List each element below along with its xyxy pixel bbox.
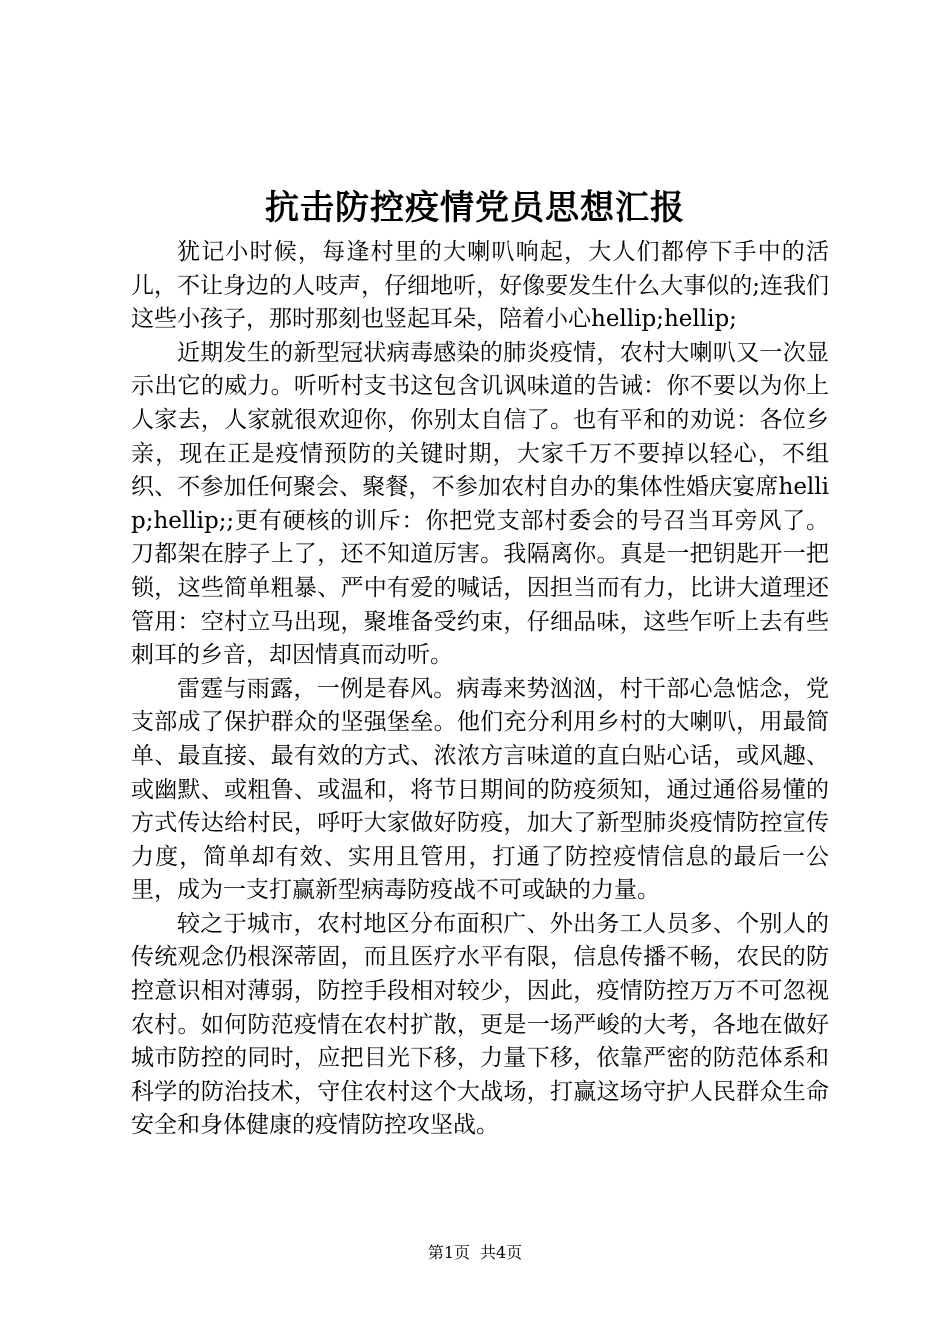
paragraph-1: 犹记小时候，每逢村里的大喇叭响起，大人们都停下手中的活儿，不让身边的人吱声，仔细地听，好像要发生什么大事似的;连我们这些小孩子，那时那刻也竖起耳朵，陪着小心hellip;hellip; — [131, 239, 829, 333]
document-body — [131, 236, 829, 1143]
paragraph-3: 雷霆与雨露，一例是春风。病毒来势汹汹，村干部心急惦念，党支部成了保护群众的坚强堡垒。他们充分利用乡村的大喇叭，用最简单、最直接、最有效的方式、浓浓方言味道的直白贴心话，或风趣、或幽默、或粗鲁、或温和，将节日期间的防疫须知，通过通俗易懂的方式传达给村民，呼吁大家做好防疫，加大了新型肺炎疫情防控宣传力度，简单却有效、实用且管用，打通了防控疫情信息的最后一公里，成为一支打赢新型病毒防疫战不可或缺的力量。 — [131, 675, 829, 904]
paragraph-4: 较之于城市，农村地区分布面积广、外出务工人员多、个别人的传统观念仍根深蒂固，而且医疗水平有限，信息传播不畅，农民的防控意识相对薄弱，防控手段相对较少，因此，疫情防控万万不可忽视农村。如何防范疫情在农村扩散，更是一场严峻的大考，各地在做好城市防控的同时，应把目光下移，力量下移，依靠严密的防范体系和科学的防治技术，守住农村这个大战场，打赢这场守护人民群众生命安全和身体健康的疫情防控攻坚战。 — [131, 910, 829, 1139]
page-total: 共4页 — [480, 1243, 523, 1262]
page-footer — [0, 1241, 950, 1265]
page-number: 第1页 — [427, 1243, 470, 1262]
paragraph-2: 近期发生的新型冠状病毒感染的肺炎疫情，农村大喇叭又一次显示出它的威力。听听村支书这包含讥讽味道的告诫：你不要以为你上人家去，人家就很欢迎你，你别太自信了。也有平和的劝说：各位乡亲，现在正是疫情预防的关键时期，大家千万不要掉以轻心，不组织、不参加任何聚会、聚餐，不参加农村自办的集体性婚庆宴席hellip;hellip;;更有硬核的训斥：你把党支部村委会的号召当耳旁风了。刀都架在脖子上了，还不知道厉害。我隔离你。真是一把钥匙开一把锁，这些简单粗暴、严中有爱的喊话，因担当而有力，比讲大道理还管用：空村立马出现，聚堆备受约束，仔细品味，这些乍听上去有些刺耳的乡音，却因情真而动听。 — [131, 339, 829, 669]
document-title: 抗击防控疫情党员思想汇报 — [265, 188, 685, 228]
